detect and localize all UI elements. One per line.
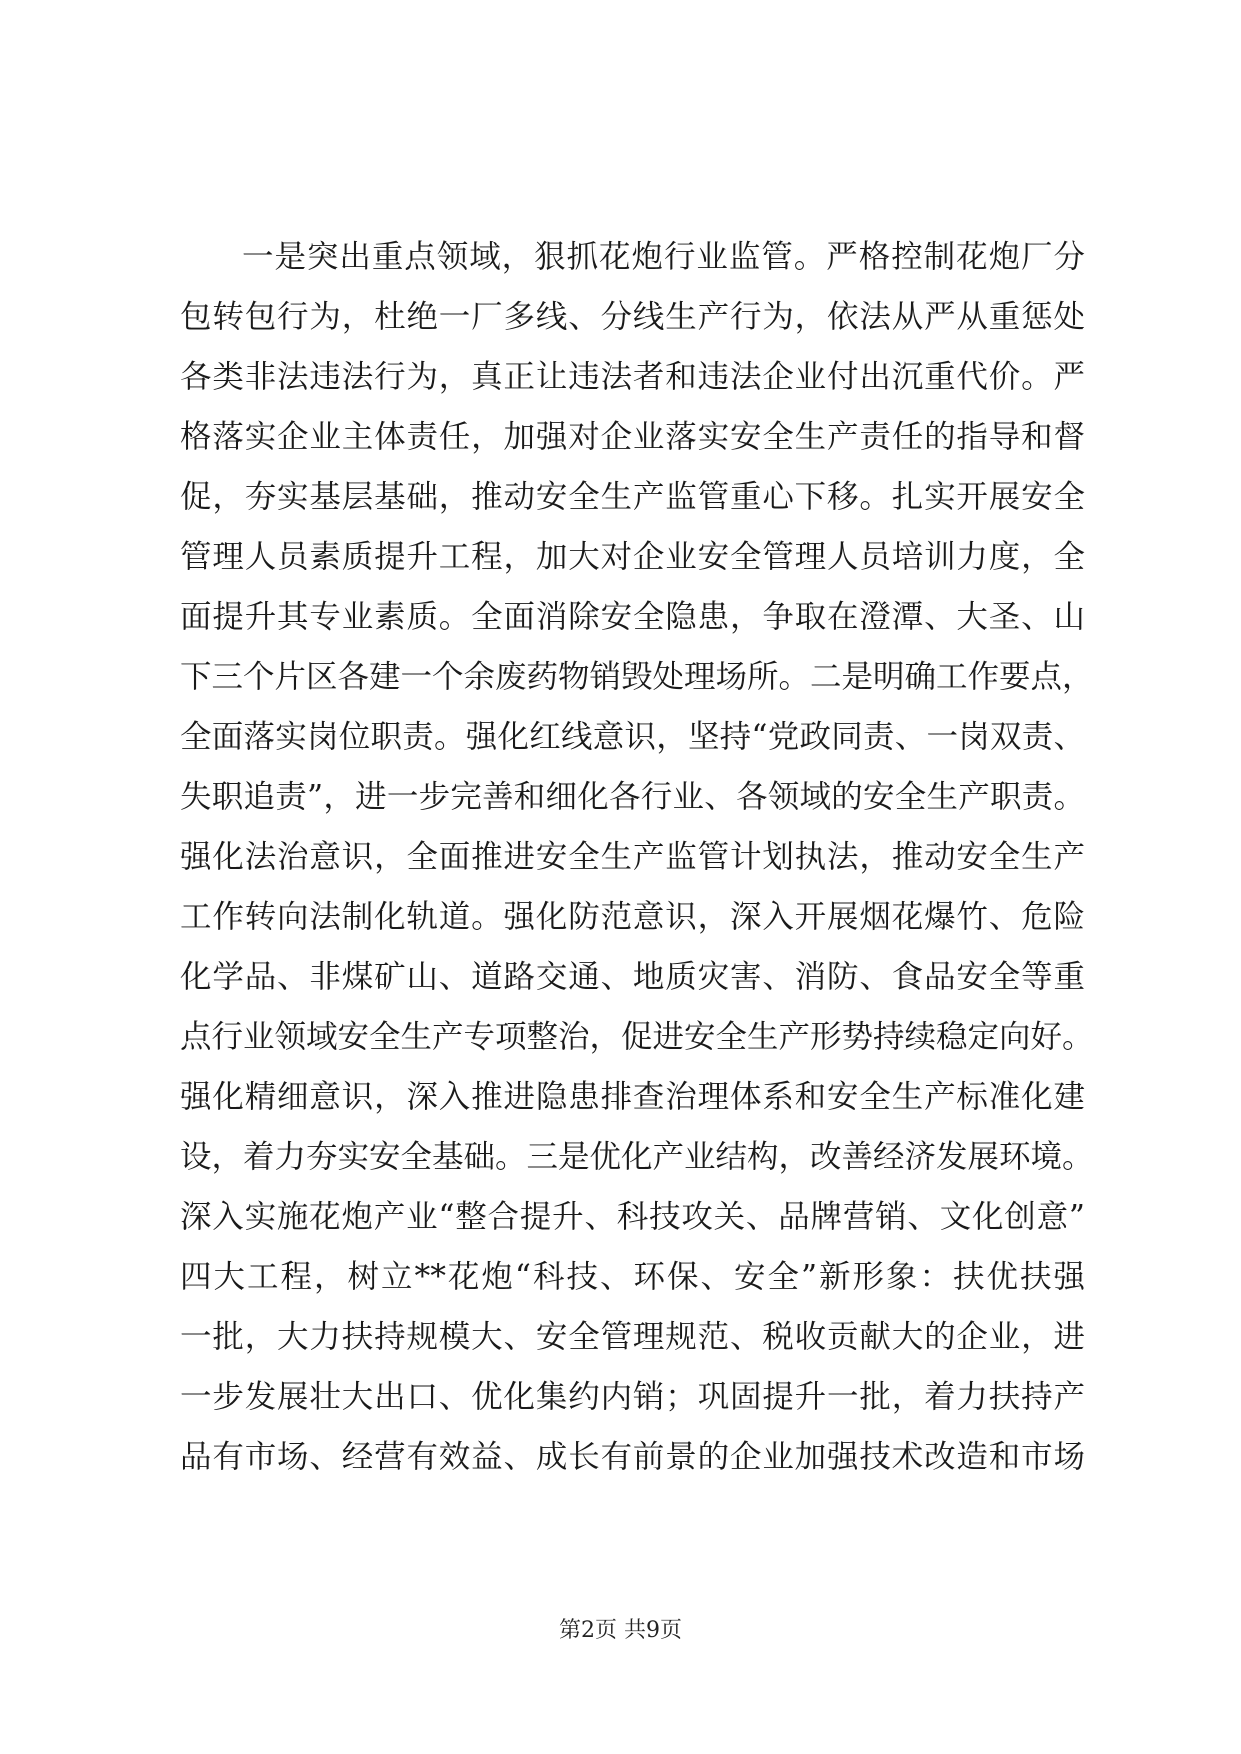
text-line-12: 工作转向法制化轨道。强化防范意识，深入开展烟花爆竹、危险 (180, 899, 1085, 935)
text-line-10: 失职追责”，进一步完善和细化各行业、各领域的安全生产职责。 (180, 779, 1085, 815)
text-line-14: 点行业领域安全生产专项整治，促进安全生产形势持续稳定向好。 (180, 1019, 1094, 1055)
text-line-11: 强化法治意识，全面推进安全生产监管计划执法，推动安全生产 (180, 839, 1085, 875)
text-line-17: 深入实施花炮产业“整合提升、科技攻关、品牌营销、文化创意” (180, 1199, 1085, 1235)
text-line-2: 包转包行为，杜绝一厂多线、分线生产行为，依法从严从重惩处 (180, 299, 1085, 335)
body-paragraph (180, 227, 1094, 1487)
text-line-5: 促，夯实基层基础，推动安全生产监管重心下移。扎实开展安全 (180, 479, 1085, 515)
text-line-20: 一步发展壮大出口、优化集约内销；巩固提升一批，着力扶持产 (180, 1379, 1085, 1415)
text-line-18: 四大工程，树立**花炮“科技、环保、安全”新形象：扶优扶强 (180, 1259, 1085, 1295)
text-line-7: 面提升其专业素质。全面消除安全隐患，争取在澄潭、大圣、山 (180, 599, 1085, 635)
text-line-19: 一批，大力扶持规模大、安全管理规范、税收贡献大的企业，进 (180, 1319, 1085, 1355)
page-number-footer: 第2页 共9页 (559, 1618, 682, 1643)
text-line-16: 设，着力夯实安全基础。三是优化产业结构，改善经济发展环境。 (180, 1139, 1094, 1175)
text-line-21: 品有市场、经营有效益、成长有前景的企业加强技术改造和市场 (180, 1439, 1085, 1475)
text-line-15: 强化精细意识，深入推进隐患排查治理体系和安全生产标准化建 (180, 1079, 1085, 1115)
text-line-9: 全面落实岗位职责。强化红线意识，坚持“党政同责、一岗双责、 (180, 719, 1085, 755)
text-line-4: 格落实企业主体责任，加强对企业落实安全生产责任的指导和督 (180, 419, 1085, 455)
text-line-13: 化学品、非煤矿山、道路交通、地质灾害、消防、食品安全等重 (180, 959, 1085, 995)
text-line-8: 下三个片区各建一个余废药物销毁处理场所。二是明确工作要点， (180, 659, 1094, 695)
text-line-3: 各类非法违法行为，真正让违法者和违法企业付出沉重代价。严 (180, 359, 1085, 395)
text-line-6: 管理人员素质提升工程，加大对企业安全管理人员培训力度，全 (180, 539, 1085, 575)
text-line-1: 一是突出重点领域，狠抓花炮行业监管。严格控制花炮厂分 (242, 239, 1085, 275)
